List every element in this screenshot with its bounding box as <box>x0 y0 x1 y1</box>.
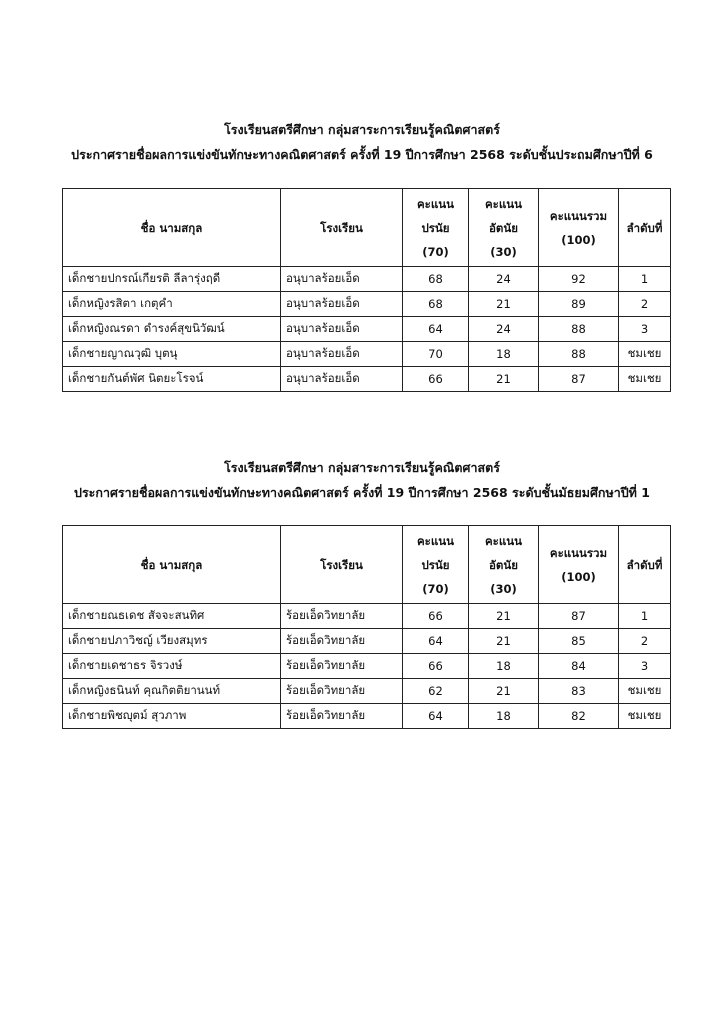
school-name: ร้อยเอ็ดวิทยาลัย <box>281 654 403 679</box>
rank: ชมเชย <box>619 367 671 392</box>
header-objective-line2: ปรนัย <box>421 220 450 235</box>
student-name: เด็กชายเดชาธร จิรวงษ์ <box>63 654 281 679</box>
total-score: 87 <box>539 604 619 629</box>
student-name: เด็กชายกันต์พัศ นิตยะโรจน์ <box>63 367 281 392</box>
objective-score: 68 <box>403 292 469 317</box>
header-objective-line3: (70) <box>422 244 449 259</box>
school-name: อนุบาลร้อยเอ็ด <box>281 267 403 292</box>
subjective-score: 21 <box>469 367 539 392</box>
header-name: ชื่อ นามสกุล <box>63 526 281 604</box>
school-title: โรงเรียนสตรีศึกษา กลุ่มสาระการเรียนรู้คณิตศาสตร์ <box>224 460 500 475</box>
objective-score: 66 <box>403 367 469 392</box>
school-name: อนุบาลร้อยเอ็ด <box>281 292 403 317</box>
table-row <box>63 342 671 367</box>
header-objective-line1: คะแนน <box>416 533 454 548</box>
school-title: โรงเรียนสตรีศึกษา กลุ่มสาระการเรียนรู้คณิตศาสตร์ <box>224 122 500 137</box>
objective-score: 64 <box>403 629 469 654</box>
objective-score: 66 <box>403 604 469 629</box>
table-row <box>63 317 671 342</box>
school-name: อนุบาลร้อยเอ็ด <box>281 317 403 342</box>
table-row <box>63 604 671 629</box>
objective-score: 66 <box>403 654 469 679</box>
student-name: เด็กชายณธเดช สัจจะสนทิศ <box>63 604 281 629</box>
subjective-score: 21 <box>469 604 539 629</box>
header-objective-line3: (70) <box>422 581 449 596</box>
rank: ชมเชย <box>619 704 671 729</box>
objective-score: 64 <box>403 317 469 342</box>
table-row <box>63 704 671 729</box>
header-subjective-score <box>469 526 539 604</box>
objective-score: 62 <box>403 679 469 704</box>
header-subjective-line3: (30) <box>490 581 517 596</box>
school-name: ร้อยเอ็ดวิทยาลัย <box>281 629 403 654</box>
objective-score: 70 <box>403 342 469 367</box>
subjective-score: 21 <box>469 679 539 704</box>
header-total-score <box>539 189 619 267</box>
rank: ชมเชย <box>619 342 671 367</box>
objective-score: 68 <box>403 267 469 292</box>
table-row <box>63 679 671 704</box>
student-name: เด็กหญิงณรดา ดำรงค์สุขนิวัฒน์ <box>63 317 281 342</box>
header-name: ชื่อ นามสกุล <box>63 189 281 267</box>
school-name: ร้อยเอ็ดวิทยาลัย <box>281 604 403 629</box>
total-score: 84 <box>539 654 619 679</box>
header-subjective-line2: อัตนัย <box>489 557 518 572</box>
rank: 1 <box>619 267 671 292</box>
total-score: 82 <box>539 704 619 729</box>
table-row <box>63 267 671 292</box>
header-total-score <box>539 526 619 604</box>
table-row <box>63 629 671 654</box>
subjective-score: 24 <box>469 317 539 342</box>
header-subjective-line1: คะแนน <box>484 533 522 548</box>
header-rank: ลำดับที่ <box>619 526 671 604</box>
subjective-score: 18 <box>469 704 539 729</box>
total-score: 83 <box>539 679 619 704</box>
total-score: 92 <box>539 267 619 292</box>
school-name: อนุบาลร้อยเอ็ด <box>281 342 403 367</box>
rank: 3 <box>619 317 671 342</box>
subjective-score: 21 <box>469 292 539 317</box>
total-score: 87 <box>539 367 619 392</box>
header-total-line2: (100) <box>561 569 596 584</box>
header-total-line2: (100) <box>561 232 596 247</box>
table-row <box>63 654 671 679</box>
header-school: โรงเรียน <box>281 526 403 604</box>
total-score: 89 <box>539 292 619 317</box>
subjective-score: 18 <box>469 342 539 367</box>
rank: ชมเชย <box>619 679 671 704</box>
header-subjective-line2: อัตนัย <box>489 220 518 235</box>
student-name: เด็กชายพิชญุตม์ สุวภาพ <box>63 704 281 729</box>
student-name: เด็กชายปกรณ์เกียรติ ลีลารุ่งฤดี <box>63 267 281 292</box>
rank: 2 <box>619 292 671 317</box>
total-score: 85 <box>539 629 619 654</box>
school-name: อนุบาลร้อยเอ็ด <box>281 367 403 392</box>
results-table <box>62 525 671 729</box>
subjective-score: 21 <box>469 629 539 654</box>
student-name: เด็กชายปภาวิชญ์ เวียงสมุทร <box>63 629 281 654</box>
header-objective-line1: คะแนน <box>416 196 454 211</box>
header-subjective-line1: คะแนน <box>484 196 522 211</box>
student-name: เด็กหญิงธนินท์ คุณกิตติยานนท์ <box>63 679 281 704</box>
header-rank: ลำดับที่ <box>619 189 671 267</box>
header-objective-score <box>403 526 469 604</box>
table-row <box>63 292 671 317</box>
header-objective-line2: ปรนัย <box>421 557 450 572</box>
school-name: ร้อยเอ็ดวิทยาลัย <box>281 679 403 704</box>
objective-score: 64 <box>403 704 469 729</box>
student-name: เด็กหญิงรสิตา เกตุคำ <box>63 292 281 317</box>
results-section-primary <box>0 117 724 386</box>
announcement-title: ประกาศรายชื่อผลการแข่งขันทักษะทางคณิตศาสตร์ ครั้งที่ 19 ปีการศึกษา 2568 ระดับชั้นประถมศึกษาปีที่ 6 <box>71 147 653 162</box>
header-total-line1: คะแนนรวม <box>549 208 608 223</box>
school-name: ร้อยเอ็ดวิทยาลัย <box>281 704 403 729</box>
subjective-score: 18 <box>469 654 539 679</box>
header-objective-score <box>403 189 469 267</box>
header-school: โรงเรียน <box>281 189 403 267</box>
rank: 1 <box>619 604 671 629</box>
table-row <box>63 367 671 392</box>
header-subjective-score <box>469 189 539 267</box>
results-table <box>62 188 671 392</box>
total-score: 88 <box>539 317 619 342</box>
announcement-title: ประกาศรายชื่อผลการแข่งขันทักษะทางคณิตศาสตร์ ครั้งที่ 19 ปีการศึกษา 2568 ระดับชั้นมัธยมศึกษาปีที่ 1 <box>74 485 650 500</box>
rank: 3 <box>619 654 671 679</box>
student-name: เด็กชายญาณวุฒิ บุตนุ <box>63 342 281 367</box>
table-header-row <box>63 526 671 604</box>
subjective-score: 24 <box>469 267 539 292</box>
header-total-line1: คะแนนรวม <box>549 545 608 560</box>
table-header-row <box>63 189 671 267</box>
rank: 2 <box>619 629 671 654</box>
header-subjective-line3: (30) <box>490 244 517 259</box>
total-score: 88 <box>539 342 619 367</box>
results-section-secondary <box>0 455 724 723</box>
